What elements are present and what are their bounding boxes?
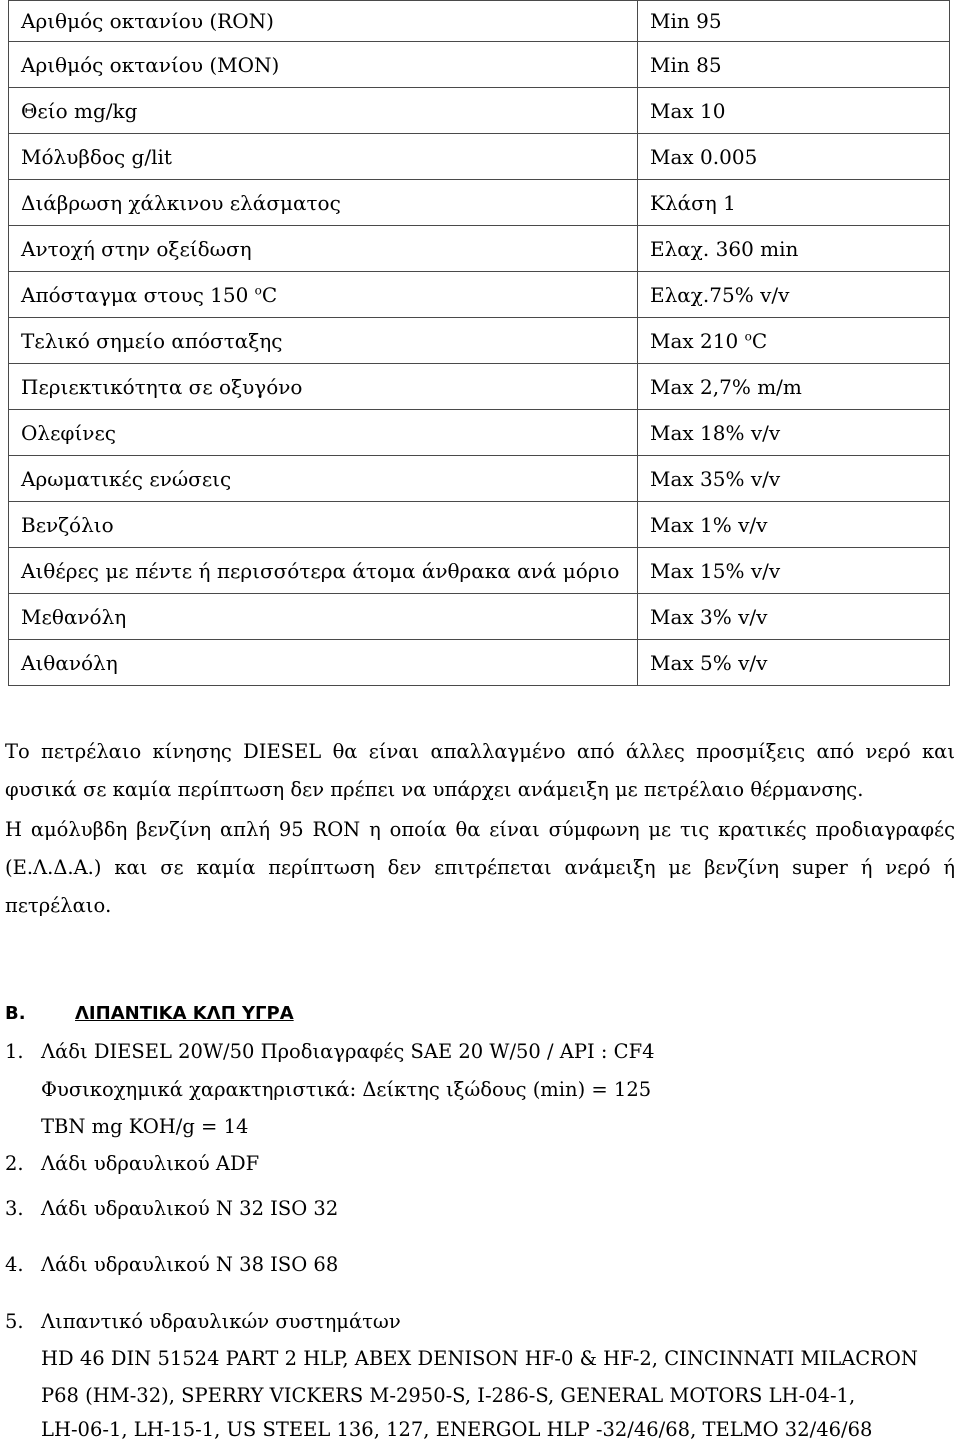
item-subtext: Φυσικοχημικά χαρακτηριστικά: Δείκτης ιξώδους (min) = 125 <box>41 1078 652 1101</box>
gasoline-paragraph <box>5 811 960 925</box>
property-text: Μεθανόλη <box>21 604 127 629</box>
table-row <box>9 318 950 364</box>
section-letter: Β. <box>5 1003 26 1024</box>
property-text: Απόσταγμα στους 150 <box>21 282 255 307</box>
item-text: Λάδι υδραυλικού Ν 32 ISO 32 <box>41 1197 339 1220</box>
property-cell <box>9 640 638 686</box>
item-number: 2. <box>5 1152 24 1175</box>
property-cell <box>9 272 638 318</box>
value-cell <box>638 640 950 686</box>
property-text: Αιθανόλη <box>21 650 118 675</box>
value-text: Κλάση 1 <box>650 190 736 215</box>
property-cell <box>9 180 638 226</box>
item-number: 5. <box>5 1310 24 1333</box>
list-item-5 <box>5 1310 960 1340</box>
property-text: Τελικό σημείο απόσταξης <box>21 328 283 353</box>
table-row <box>9 180 950 226</box>
property-cell <box>9 548 638 594</box>
item-text: Λάδι DIESEL 20W/50 Προδιαγραφές SAE 20 W/50 / API : CF4 <box>41 1040 655 1063</box>
property-text: Αρωματικές ενώσεις <box>21 466 232 491</box>
item-subtext: HD 46 DIN 51524 PART 2 HLP, ABEX DENISON HF-0 & HF-2, CINCINNATI MILACRON <box>41 1347 918 1370</box>
property-text: Περιεκτικότητα σε οξυγόνο <box>21 374 303 399</box>
table-row <box>9 364 950 410</box>
property-text: Αιθέρες με πέντε ή περισσότερα άτομα άνθρακα ανά μόριο <box>21 558 620 583</box>
property-cell <box>9 456 638 502</box>
diesel-line-2: φυσικά σε καμία περίπτωση δεν πρέπει να υπάρχει ανάμειξη με πετρέλαιο θέρμανσης. <box>5 778 864 801</box>
table-row <box>9 640 950 686</box>
item-subtext: TBN mg KOH/g = 14 <box>41 1115 249 1138</box>
item-text: Λάδι υδραυλικού ADF <box>41 1152 260 1175</box>
value-cell <box>638 1 950 42</box>
value-text: Max 0.005 <box>650 144 758 169</box>
table-row <box>9 272 950 318</box>
degree-superscript: ο <box>744 328 752 343</box>
value-cell <box>638 226 950 272</box>
table-row <box>9 502 950 548</box>
value-cell <box>638 594 950 640</box>
value-text: Max 5% v/v <box>650 650 768 675</box>
value-cell <box>638 272 950 318</box>
section-title: ΛΙΠΑΝΤΙΚΑ ΚΛΠ ΥΓΡΑ <box>75 1003 294 1024</box>
list-item-4 <box>5 1253 960 1283</box>
property-cell <box>9 226 638 272</box>
value-cell <box>638 410 950 456</box>
list-item-1-sub-1 <box>5 1078 960 1108</box>
value-text: Max 210 <box>650 328 745 353</box>
value-cell <box>638 134 950 180</box>
value-cell <box>638 456 950 502</box>
property-cell <box>9 594 638 640</box>
section-heading <box>5 1003 294 1024</box>
degree-superscript: ο <box>254 282 262 297</box>
property-text: Μόλυβδος g/lit <box>21 144 172 169</box>
value-text: Max 18% v/v <box>650 420 781 445</box>
list-item-1 <box>5 1040 960 1070</box>
list-item-5-sub-1 <box>5 1347 960 1377</box>
value-text: Min 95 <box>650 9 722 33</box>
gasoline-line-1: Η αμόλυβδη βενζίνη απλή 95 RON η οποία θα είναι σύμφωνη με τις κρατικές προδιαγραφές <box>5 818 955 841</box>
item-subtext: LH-06-1, LH-15-1, US STEEL 136, 127, ENERGOL HLP -32/46/68, TELMO 32/46/68 <box>41 1418 873 1441</box>
value-text: Max 10 <box>650 98 726 123</box>
property-text: Ολεφίνες <box>21 420 116 445</box>
item-number: 4. <box>5 1253 24 1276</box>
value-cell <box>638 180 950 226</box>
table-row <box>9 226 950 272</box>
value-text: Max 35% v/v <box>650 466 781 491</box>
value-text: Max 2,7% m/m <box>650 374 802 399</box>
value-cell <box>638 364 950 410</box>
property-cell <box>9 42 638 88</box>
table-row <box>9 88 950 134</box>
property-cell <box>9 134 638 180</box>
value-text: Ελαχ. 360 min <box>650 236 799 261</box>
value-cell <box>638 42 950 88</box>
list-item-1-sub-2 <box>5 1115 960 1145</box>
spec-table-body <box>9 1 950 686</box>
table-row <box>9 42 950 88</box>
list-item-5-sub-3 <box>5 1418 960 1448</box>
item-number: 3. <box>5 1197 24 1220</box>
list-item-2 <box>5 1152 960 1182</box>
property-cell <box>9 318 638 364</box>
unit-text: C <box>751 328 768 353</box>
value-text: Ελαχ.75% v/v <box>650 282 790 307</box>
diesel-paragraph <box>5 733 960 809</box>
unit-text: C <box>261 282 278 307</box>
table-row <box>9 410 950 456</box>
list-item-5-sub-2 <box>5 1384 960 1414</box>
value-cell <box>638 88 950 134</box>
property-cell <box>9 364 638 410</box>
fuel-spec-table <box>8 0 950 686</box>
item-text: Λάδι υδραυλικού Ν 38 ISO 68 <box>41 1253 339 1276</box>
property-text: Αριθμός οκτανίου (RON) <box>21 9 274 33</box>
property-text: Θείο mg/kg <box>21 98 138 123</box>
value-text: Min 85 <box>650 52 722 77</box>
list-item-3 <box>5 1197 960 1227</box>
value-cell <box>638 548 950 594</box>
property-text: Διάβρωση χάλκινου ελάσματος <box>21 190 341 215</box>
property-cell <box>9 410 638 456</box>
property-cell <box>9 1 638 42</box>
gasoline-line-3: πετρέλαιο. <box>5 894 112 917</box>
value-cell <box>638 502 950 548</box>
property-cell <box>9 502 638 548</box>
table-row <box>9 134 950 180</box>
item-text: Λιπαντικό υδραυλικών συστημάτων <box>41 1310 401 1333</box>
value-cell <box>638 318 950 364</box>
property-text: Βενζόλιο <box>21 512 114 537</box>
value-text: Max 1% v/v <box>650 512 768 537</box>
item-subtext: P68 (HM-32), SPERRY VICKERS M-2950-S, I-286-S, GENERAL MOTORS LH-04-1, <box>41 1384 856 1407</box>
property-text: Αντοχή στην οξείδωση <box>21 236 252 261</box>
diesel-line-1: Το πετρέλαιο κίνησης DIESEL θα είναι απαλλαγμένο από άλλες προσμίξεις από νερό και <box>5 740 955 763</box>
table-row <box>9 594 950 640</box>
item-number: 1. <box>5 1040 24 1063</box>
property-text: Αριθμός οκτανίου (MON) <box>21 52 280 77</box>
value-text: Max 3% v/v <box>650 604 768 629</box>
gasoline-line-2: (Ε.Λ.Δ.Α.) και σε καμία περίπτωση δεν επιτρέπεται ανάμειξη με βενζίνη super ή νερό ή <box>5 856 955 879</box>
table-row <box>9 1 950 42</box>
table-row <box>9 548 950 594</box>
property-cell <box>9 88 638 134</box>
table-row <box>9 456 950 502</box>
value-text: Max 15% v/v <box>650 558 781 583</box>
